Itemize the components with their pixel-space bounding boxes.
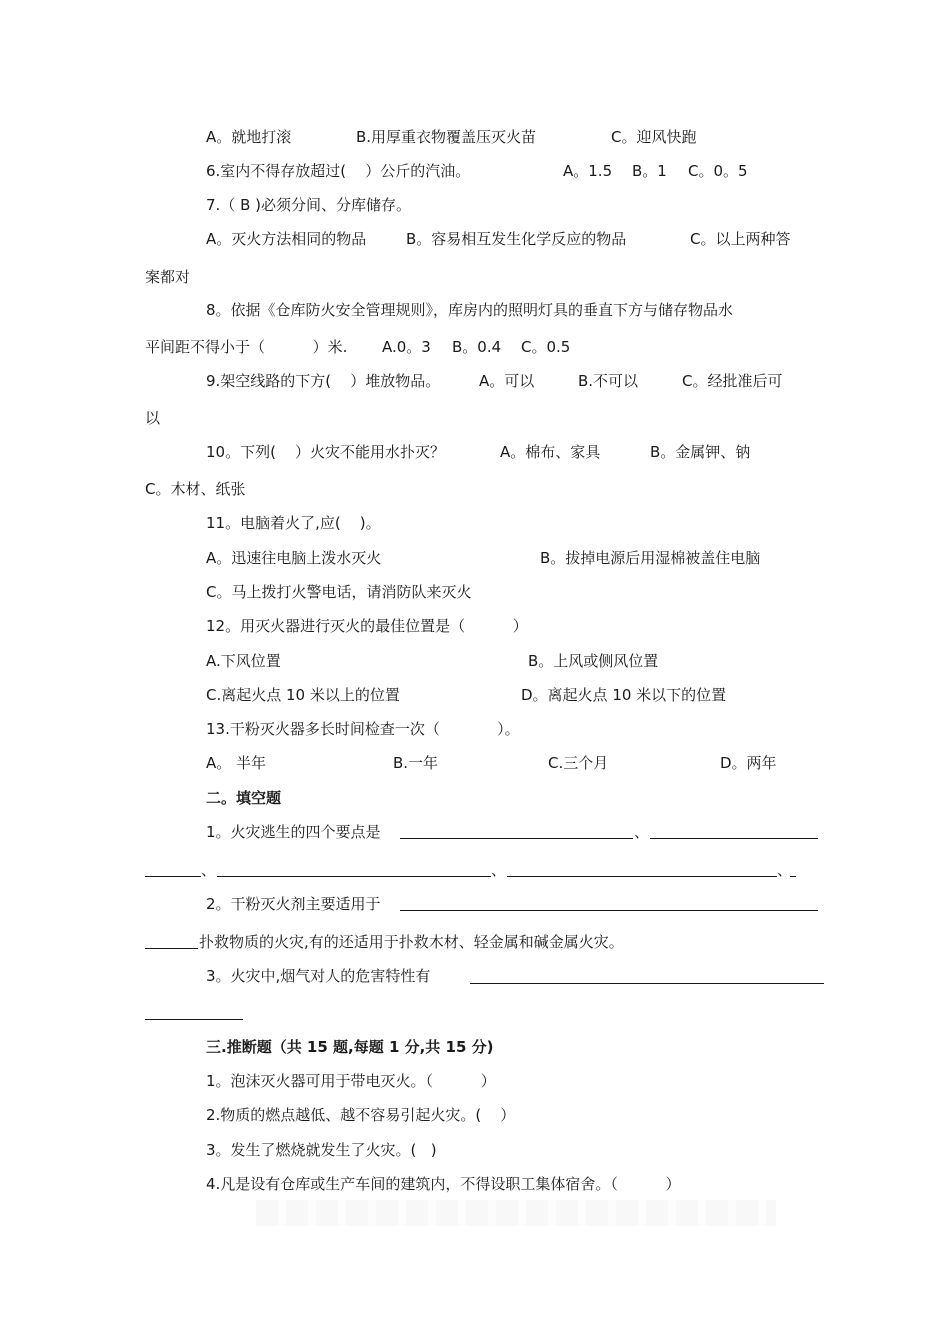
q6-option-c: C。0。5	[688, 162, 748, 180]
fill3-blank	[470, 983, 824, 984]
fill1-blank-2	[650, 838, 818, 839]
q7-text: 7.（ B )必须分间、分库储存。	[206, 196, 411, 214]
q13-option-b: B.一年	[393, 754, 439, 772]
q13-text: 13.干粉灭火器多长时间检查一次（ ）。	[206, 720, 520, 738]
q13-option-a: A。 半年	[206, 754, 267, 772]
q5-option-a: A。就地打滚	[206, 128, 292, 146]
judge-4: 4.凡是设有仓库或生产车间的建筑内，不得设职工集体宿舍。（ ）	[206, 1175, 681, 1193]
q9-option-c-continued: 以	[145, 409, 161, 427]
q9-option-b: B.不可以	[578, 372, 639, 390]
section-3-title: 三.推断题（共 15 题,每题 1 分,共 15 分)	[206, 1038, 494, 1056]
fill2-text: 2。干粉灭火剂主要适用于	[206, 895, 381, 913]
q6-text: 6.室内不得存放超过( ）公斤的汽油。	[206, 162, 471, 180]
q10-option-c: C。木材、纸张	[145, 480, 246, 498]
q7-option-c-continued: 案都对	[145, 268, 191, 286]
q10-option-b: B。金属钾、钠	[650, 443, 751, 461]
fill3-blank-continued	[145, 1019, 243, 1020]
fill1-blank-4	[507, 876, 777, 877]
fill3-text: 3。火灾中,烟气对人的危害特性有	[206, 967, 431, 985]
q10-text: 10。下列( ）火灾不能用水扑灭？	[206, 443, 446, 461]
q6-option-a: A。1.5	[563, 162, 613, 180]
fill1-separator-3: 、	[491, 861, 507, 879]
fill1-blank-2-continued	[145, 876, 201, 877]
judge-3: 3。发生了燃烧就发生了火灾。( )	[206, 1141, 437, 1159]
q8-text-line1: 8。依据《仓库防火安全管理规则》，库房内的照明灯具的垂直下方与储存物品水	[206, 301, 734, 319]
q8-option-c: C。0.5	[521, 338, 571, 356]
fill1-blank-3	[217, 876, 491, 877]
q11-option-c: C。马上拨打火警电话，请消防队来灭火	[206, 583, 472, 601]
fill2-continuation: 扑救物质的火灾,有的还适用于扑救木材、轻金属和碱金属火灾。	[199, 933, 624, 951]
judge-1: 1。泡沫灭火器可用于带电灭火。（ ）	[206, 1072, 496, 1090]
q9-option-a: A。可以	[479, 372, 535, 390]
fill1-text: 1。火灾逃生的四个要点是	[206, 823, 381, 841]
fill1-separator-2: 、	[201, 861, 217, 879]
q11-text: 11。电脑着火了,应( )。	[206, 514, 381, 532]
faded-watermark	[256, 1200, 776, 1226]
fill2-blank-continued	[145, 948, 198, 949]
q12-text: 12。用灭火器进行灭火的最佳位置是（ ）	[206, 617, 528, 635]
q11-option-b: B。拔掉电源后用湿棉被盖住电脑	[540, 549, 761, 567]
q5-option-c: C。迎风快跑	[611, 128, 697, 146]
q7-option-a: A。灭火方法相同的物品	[206, 230, 367, 248]
q9-text: 9.架空线路的下方( ）堆放物品。	[206, 372, 441, 390]
q12-option-b: B。上风或侧风位置	[528, 652, 659, 670]
q5-option-b: B.用厚重衣物覆盖压灭火苗	[356, 128, 537, 146]
q13-option-c: C.三个月	[548, 754, 609, 772]
q8-option-b: B。0.4	[452, 338, 502, 356]
q7-option-b: B。容易相互发生化学反应的物品	[406, 230, 627, 248]
q6-option-b: B。1	[632, 162, 667, 180]
section-2-title: 二。填空题	[206, 789, 282, 807]
q9-option-c: C。经批准后可	[682, 372, 783, 390]
q12-option-d: D。离起火点 10 米以下的位置	[521, 686, 727, 704]
fill2-blank	[400, 910, 818, 911]
fill1-separator-4: 、	[777, 861, 793, 879]
fill1-blank-4-end	[790, 876, 796, 877]
q8-text-line2: 平间距不得小于（ ）米.	[145, 338, 348, 356]
q8-option-a: A.0。3	[382, 338, 431, 356]
q12-option-c: C.离起火点 10 米以上的位置	[206, 686, 400, 704]
q12-option-a: A.下风位置	[206, 652, 281, 670]
q7-option-c: C。以上两种答	[690, 230, 791, 248]
fill1-separator-1: 、	[634, 823, 650, 841]
q11-option-a: A。迅速往电脑上泼水灭火	[206, 549, 382, 567]
judge-2: 2.物质的燃点越低、越不容易引起火灾。( ）	[206, 1106, 516, 1124]
q13-option-d: D。两年	[720, 754, 777, 772]
fill1-blank-1	[400, 838, 633, 839]
q10-option-a: A。棉布、家具	[500, 443, 601, 461]
